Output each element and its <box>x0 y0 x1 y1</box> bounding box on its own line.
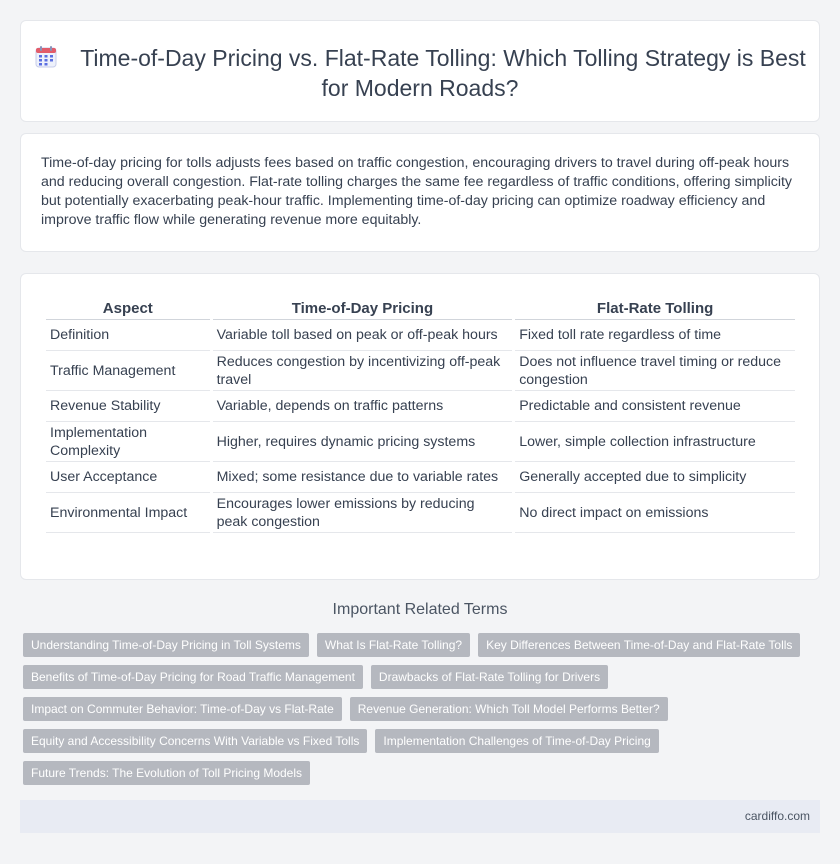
column-header-aspect: Aspect <box>46 298 210 320</box>
footer-site-link[interactable]: cardiffo.com <box>744 809 810 823</box>
table-cell: Predictable and consistent revenue <box>515 391 795 422</box>
intro-paragraph: Time-of-day pricing for tolls adjusts fees based on traffic congestion, encouraging drivers to travel during off-peak hours and reducing overall congestion. Flat-rate tolling charges the same fee regardless of traffic conditions, offering simplicity but potentially exacerbating peak-hour traffic. Implementing time-of-day pricing can optimize roadway efficiency and improve traffic flow while generating revenue more equitably. <box>41 155 793 228</box>
tag-row <box>23 697 813 721</box>
comparison-table <box>43 298 798 533</box>
table-cell: Implementation Complexity <box>46 422 210 462</box>
table-cell: Fixed toll rate regardless of time <box>515 320 795 351</box>
table-row <box>46 462 795 493</box>
table-cell: Definition <box>46 320 210 351</box>
related-term-tag[interactable]: Impact on Commuter Behavior: Time-of-Day vs Flat-Rate <box>23 697 342 721</box>
intro-card <box>20 133 820 252</box>
column-header-time-of-day: Time-of-Day Pricing <box>213 298 513 320</box>
related-term-tag[interactable]: What Is Flat-Rate Tolling? <box>317 633 470 657</box>
table-cell: Environmental Impact <box>46 493 210 533</box>
table-row <box>46 351 795 391</box>
related-term-tag[interactable]: Understanding Time-of-Day Pricing in Toll Systems <box>23 633 309 657</box>
page-title <box>21 43 819 103</box>
table-cell: Variable, depends on traffic patterns <box>213 391 513 422</box>
table-cell: Mixed; some resistance due to variable rates <box>213 462 513 493</box>
table-cell: Generally accepted due to simplicity <box>515 462 795 493</box>
table-row <box>46 391 795 422</box>
title-card <box>20 20 820 122</box>
related-term-tag[interactable]: Key Differences Between Time-of-Day and Flat-Rate Tolls <box>478 633 800 657</box>
comparison-card <box>20 273 820 580</box>
related-term-tag[interactable]: Equity and Accessibility Concerns With Variable vs Fixed Tolls <box>23 729 367 753</box>
table-row <box>46 493 795 533</box>
column-header-flat-rate: Flat-Rate Tolling <box>515 298 795 320</box>
tag-row <box>23 729 813 753</box>
calendar-icon <box>34 45 58 69</box>
related-term-tag[interactable]: Benefits of Time-of-Day Pricing for Road Traffic Management <box>23 665 363 689</box>
tag-row <box>23 761 813 785</box>
table-header-row <box>46 298 795 320</box>
title-block <box>21 43 819 103</box>
related-term-tag[interactable]: Revenue Generation: Which Toll Model Performs Better? <box>350 697 668 721</box>
table-cell: Lower, simple collection infrastructure <box>515 422 795 462</box>
table-cell: Reduces congestion by incentivizing off-peak travel <box>213 351 513 391</box>
footer <box>20 800 820 833</box>
related-terms-tags <box>23 633 813 793</box>
table-cell: Revenue Stability <box>46 391 210 422</box>
table-cell: Does not influence travel timing or reduce congestion <box>515 351 795 391</box>
related-term-tag[interactable]: Implementation Challenges of Time-of-Day Pricing <box>375 729 658 753</box>
table-cell: Traffic Management <box>46 351 210 391</box>
page-title-text: Time-of-Day Pricing vs. Flat-Rate Tolling: Which Tolling Strategy is Best for Modern Roads? <box>80 45 806 101</box>
related-term-tag[interactable]: Drawbacks of Flat-Rate Tolling for Drivers <box>371 665 608 689</box>
table-cell: No direct impact on emissions <box>515 493 795 533</box>
tag-row <box>23 665 813 689</box>
tag-row <box>23 633 813 657</box>
table-cell: Encourages lower emissions by reducing peak congestion <box>213 493 513 533</box>
table-cell: Variable toll based on peak or off-peak hours <box>213 320 513 351</box>
table-row <box>46 422 795 462</box>
related-terms-heading: Important Related Terms <box>332 601 508 618</box>
table-cell: User Acceptance <box>46 462 210 493</box>
table-row <box>46 320 795 351</box>
related-term-tag[interactable]: Future Trends: The Evolution of Toll Pricing Models <box>23 761 310 785</box>
table-cell: Higher, requires dynamic pricing systems <box>213 422 513 462</box>
